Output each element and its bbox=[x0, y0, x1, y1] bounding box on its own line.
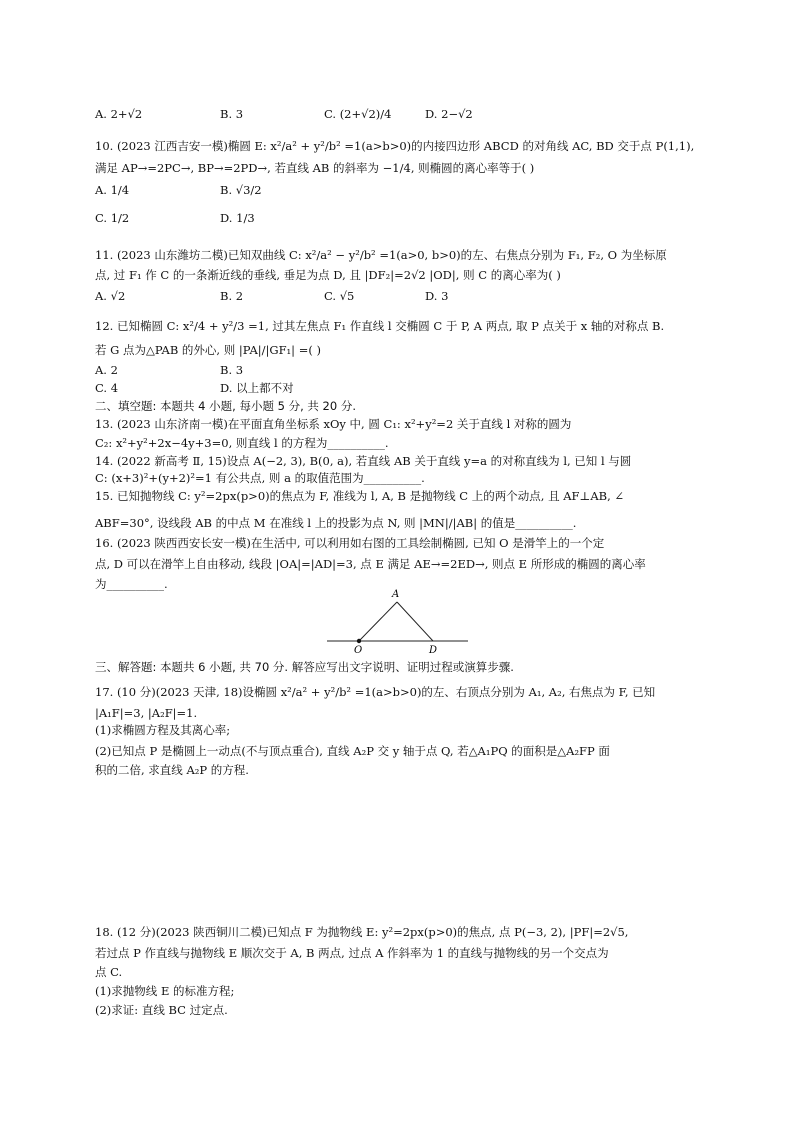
q14-line2: C: (x+3)²+(y+2)²=1 有公共点, 则 a 的取值范围为__________. bbox=[95, 471, 425, 485]
label-d: D bbox=[429, 645, 438, 655]
q11-option-c: C. √5 bbox=[324, 289, 355, 303]
q11-option-a: A. √2 bbox=[95, 289, 126, 303]
q13-line1: 13. (2023 山东济南一模)在平面直角坐标系 xOy 中, 圆 C₁: x²+y²=2 关于直线 l 对称的圆为 bbox=[95, 417, 572, 431]
q18-line3: 点 C. bbox=[95, 965, 123, 979]
q18-line2: 若过点 P 作直线与抛物线 E 顺次交于 A, B 两点, 过点 A 作斜率为 1 的直线与抛物线的另一个交点为 bbox=[95, 946, 609, 960]
q15-line2: ABF=30°, 设线段 AB 的中点 M 在准线 l 上的投影为点 N, 则 |MN|/|AB| 的值是__________. bbox=[95, 516, 577, 530]
label-o: O bbox=[354, 645, 363, 655]
q16-line3: 为__________. bbox=[95, 577, 168, 591]
q12-option-c: C. 4 bbox=[95, 381, 119, 395]
slider-ellipse-figure bbox=[325, 585, 470, 655]
segment-oa bbox=[359, 602, 397, 641]
q10-line1: 10. (2023 江西吉安一模)椭圆 E: x²/a² + y²/b² =1(a>b>0)的内接四边形 ABCD 的对角线 AC, BD 交于点 P(1,1), bbox=[95, 139, 695, 153]
q16-line2: 点, D 可以在滑竿上自由移动, 线段 |OA|=|AD|=3, 点 E 满足 AE→=2ED→, 则点 E 所形成的椭圆的离心率 bbox=[95, 557, 646, 571]
q9-option-a: A. 2+√2 bbox=[95, 107, 143, 121]
q12-line2: 若 G 点为△PAB 的外心, 则 |PA|/|GF₁| =( ) bbox=[95, 343, 321, 357]
q11-option-d: D. 3 bbox=[425, 289, 449, 303]
q18-line5: (2)求证: 直线 BC 过定点. bbox=[95, 1003, 228, 1017]
q10-option-b: B. √3/2 bbox=[220, 183, 262, 197]
q12-line1: 12. 已知椭圆 C: x²/4 + y²/3 =1, 过其左焦点 F₁ 作直线 l 交椭圆 C 于 P, A 两点, 取 P 点关于 x 轴的对称点 B. bbox=[95, 319, 665, 333]
q9-option-d: D. 2−√2 bbox=[425, 107, 473, 121]
q11-option-b: B. 2 bbox=[220, 289, 244, 303]
q17-line2: |A₁F|=3, |A₂F|=1. bbox=[95, 706, 198, 720]
q10-line2: 满足 AP→=2PC→, BP→=2PD→, 若直线 AB 的斜率为 −1/4, 则椭圆的离心率等于( ) bbox=[95, 161, 535, 175]
q9-option-b: B. 3 bbox=[220, 107, 244, 121]
q16-line1: 16. (2023 陕西西安长安一模)在生活中, 可以利用如右图的工具绘制椭圆, 已知 O 是滑竿上的一个定 bbox=[95, 536, 605, 550]
q18-line1: 18. (12 分)(2023 陕西铜川二模)已知点 F 为抛物线 E: y²=2px(p>0)的焦点, 点 P(−3, 2), |PF|=2√5, bbox=[95, 925, 629, 939]
q14-line1: 14. (2022 新高考 Ⅱ, 15)设点 A(−2, 3), B(0, a), 若直线 AB 关于直线 y=a 的对称直线为 l, 已知 l 与圆 bbox=[95, 454, 632, 468]
q15-line1: 15. 已知抛物线 C: y²=2px(p>0)的焦点为 F, 准线为 l, A, B 是抛物线 C 上的两个动点, 且 AF⊥AB, ∠ bbox=[95, 489, 625, 503]
q9-option-c: C. (2+√2)/4 bbox=[324, 107, 392, 121]
q17-line5: 积的二倍, 求直线 A₂P 的方程. bbox=[95, 763, 249, 777]
label-a: A bbox=[392, 589, 400, 600]
q17-line1: 17. (10 分)(2023 天津, 18)设椭圆 x²/a² + y²/b² =1(a>b>0)的左、右顶点分别为 A₁, A₂, 右焦点为 F, 已知 bbox=[95, 685, 656, 699]
q17-line3: (1)求椭圆方程及其离心率; bbox=[95, 723, 231, 737]
q11-line1: 11. (2023 山东潍坊二模)已知双曲线 C: x²/a² − y²/b² =1(a>0, b>0)的左、右焦点分别为 F₁, F₂, O 为坐标原 bbox=[95, 248, 667, 262]
q12-option-d: D. 以上都不对 bbox=[220, 381, 294, 395]
q10-option-d: D. 1/3 bbox=[220, 211, 255, 225]
q17-line4: (2)已知点 P 是椭圆上一动点(不与顶点重合), 直线 A₂P 交 y 轴于点 Q, 若△A₁PQ 的面积是△A₂FP 面 bbox=[95, 744, 610, 758]
q13-line2: C₂: x²+y²+2x−4y+3=0, 则直线 l 的方程为__________. bbox=[95, 436, 389, 450]
q12-option-a: A. 2 bbox=[95, 363, 118, 377]
q12-option-b: B. 3 bbox=[220, 363, 244, 377]
q18-line4: (1)求抛物线 E 的标准方程; bbox=[95, 984, 235, 998]
q10-option-a: A. 1/4 bbox=[95, 183, 130, 197]
q10-option-c: C. 1/2 bbox=[95, 211, 130, 225]
point-o bbox=[357, 639, 361, 643]
section-2-heading: 二、填空题: 本题共 4 小题, 每小题 5 分, 共 20 分. bbox=[95, 399, 357, 413]
section-3-heading: 三、解答题: 本题共 6 小题, 共 70 分. 解答应写出文字说明、证明过程或演算步骤. bbox=[95, 660, 514, 674]
segment-ad bbox=[397, 602, 433, 641]
q11-line2: 点, 过 F₁ 作 C 的一条渐近线的垂线, 垂足为点 D, 且 |DF₂|=2√2 |OD|, 则 C 的离心率为( ) bbox=[95, 268, 561, 282]
